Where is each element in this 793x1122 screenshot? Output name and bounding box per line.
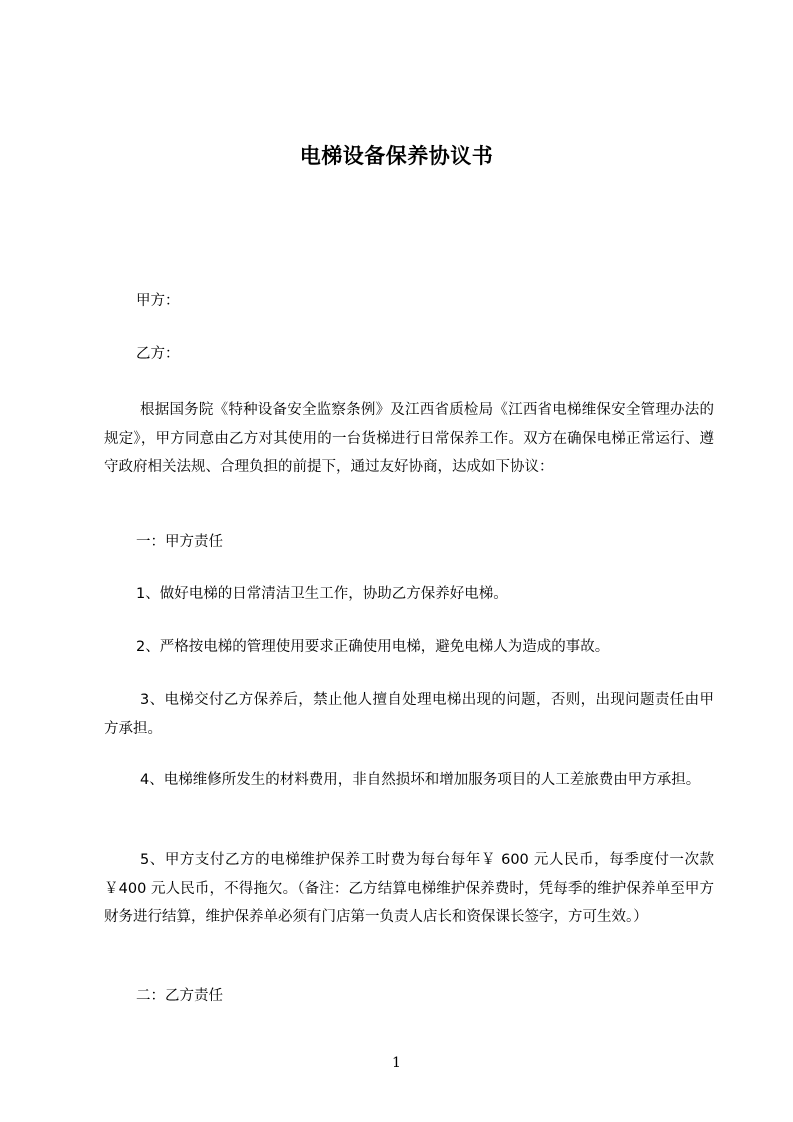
intro-paragraph: 根据国务院《特种设备安全监察条例》及江西省质检局《江西省电梯维保安全管理办法的规定》，甲方同意由乙方对其使用的一台货梯进行日常保养工作。双方在确保电梯正常运行、遵守政府相关法规、合理负担的前提下，通过友好协商，达成如下协议： (104, 402, 714, 475)
clause-1: 1、做好电梯的日常清洁卫生工作，协助乙方保养好电梯。 (136, 586, 508, 602)
clause-2: 2、严格按电梯的管理使用要求正确使用电梯，避免电梯人为造成的事故。 (136, 639, 610, 655)
page-number: 1 (392, 1055, 401, 1071)
clause-3: 3、电梯交付乙方保养后，禁止他人擅自处理电梯出现的问题，否则，出现问题责任由甲方承担。 (104, 692, 714, 737)
clause-5: 5、甲方支付乙方的电梯维护保养工时费为每台每年￥ 600 元人民币，每季度付一次款￥400 元人民币，不得拖欠。（备注：乙方结算电梯维护保养费时，凭每季的维护保养单至甲方财务进行结算，维护保养单必须有门店第一负责人店长和资保课长签字，方可生效。） (104, 852, 714, 925)
clause-4: 4、电梯维修所发生的材料费用，非自然损坏和增加服务项目的人工差旅费由甲方承担。 (140, 772, 701, 788)
section-2-heading: 二：乙方责任 (136, 988, 223, 1004)
document-title: 电梯设备保养协议书 (299, 144, 494, 168)
party-a-label: 甲方： (136, 293, 180, 309)
section-1-heading: 一：甲方责任 (136, 534, 223, 550)
party-b-label: 乙方： (136, 346, 180, 362)
